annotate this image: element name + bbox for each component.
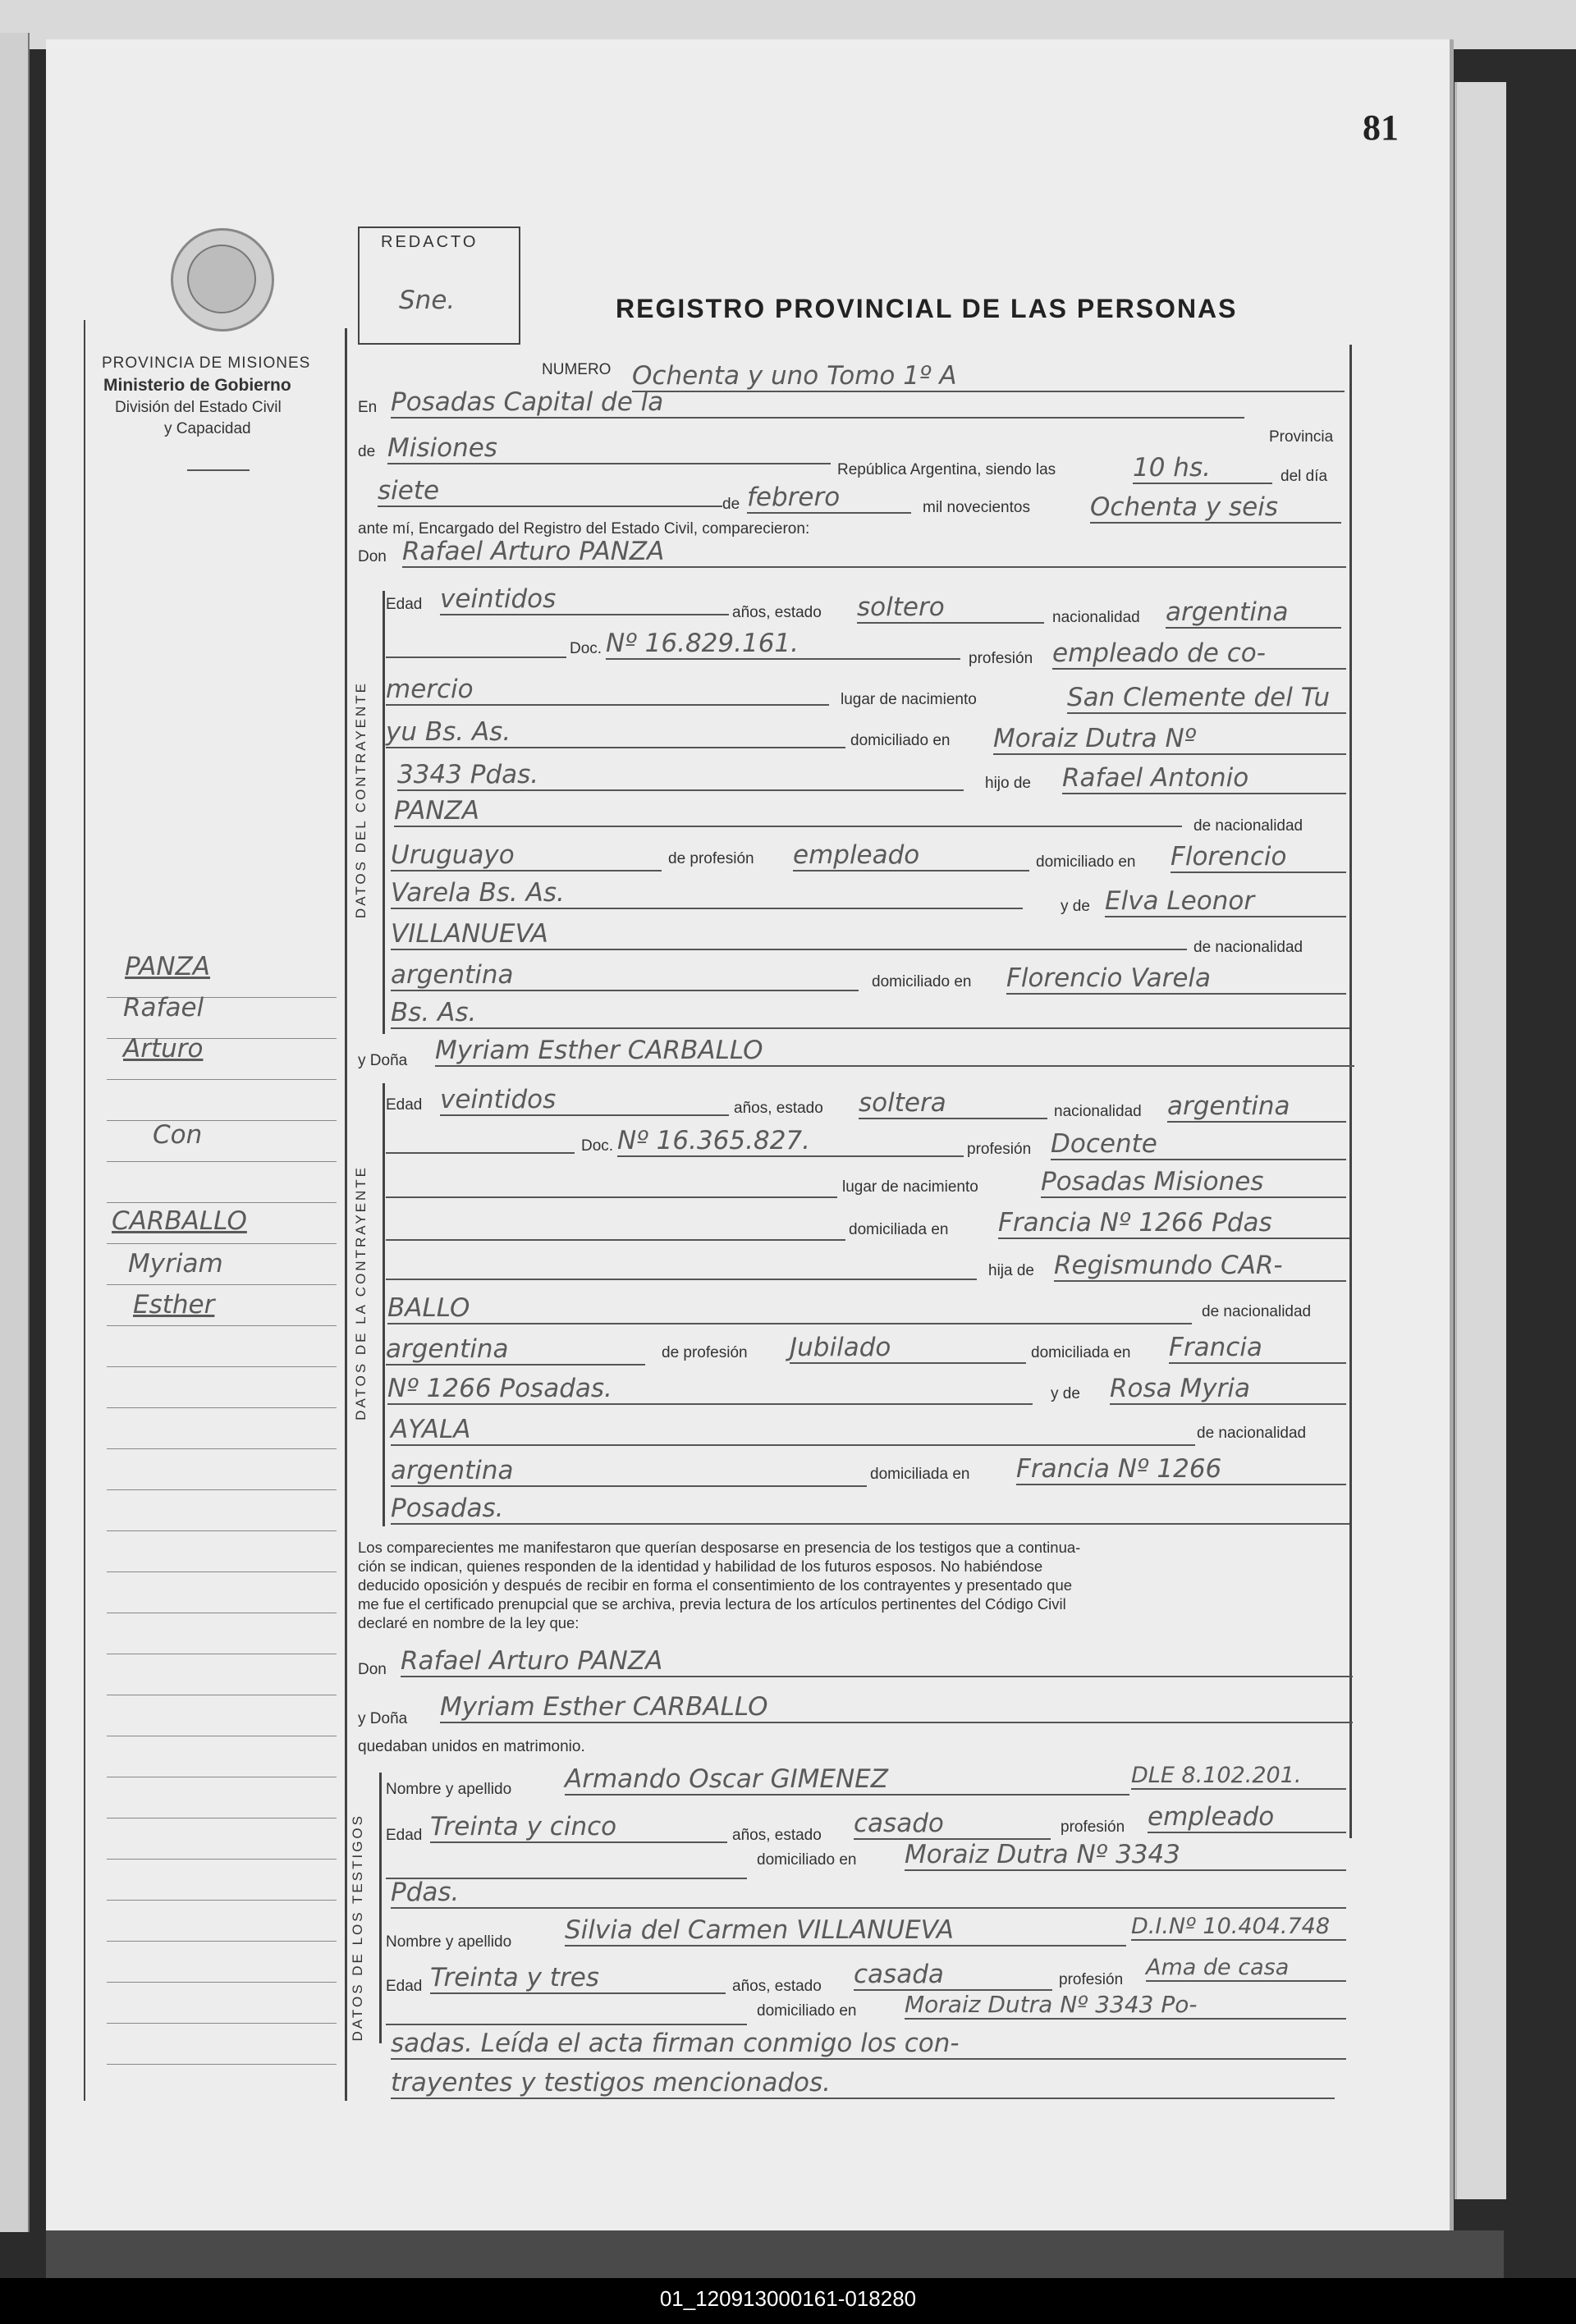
nombre-apellido-label: Nombre y apellido [386, 1781, 512, 1798]
doc-label: Doc. [581, 1137, 614, 1155]
y-dona-label: y Doña [358, 1710, 408, 1727]
y-de-label: y de [1051, 1385, 1080, 1402]
numero-label: NUMERO [542, 361, 612, 378]
groom-domicilio-2: 3343 Pdas. [397, 760, 964, 791]
domiciliado-en-label: domiciliado en [1036, 853, 1136, 871]
en-label: En [358, 399, 378, 416]
paragraph-line: Los comparecientes me manifestaron que querían desposarse en presencia de los testigos que a continua- [358, 1539, 1081, 1556]
de-nacionalidad-label: de nacionalidad [1193, 817, 1303, 835]
blank-line [386, 2024, 747, 2025]
hijo-de-label: hijo de [985, 775, 1031, 792]
anos-estado-label: años, estado [732, 1827, 822, 1844]
bride-name: Myriam Esther CARBALLO [435, 1036, 1354, 1067]
redacto-value: Sne. [399, 286, 456, 315]
de-nacionalidad-label: de nacionalidad [1197, 1425, 1307, 1442]
acta-provincia: Misiones [387, 433, 831, 464]
margin-line [107, 1284, 337, 1285]
groom-father: Rafael Antonio [1062, 763, 1346, 794]
margin-line [107, 1120, 337, 1121]
page-number: 81 [1363, 108, 1399, 148]
groom-profesion-2: mercio [386, 675, 829, 706]
margin-line [107, 1202, 337, 1203]
witness1-profesion: empleado [1148, 1802, 1346, 1833]
groom-mother-nacionalidad: argentina [391, 960, 859, 991]
book-spine [0, 33, 30, 2232]
domiciliado-en-label: domiciliado en [757, 2002, 857, 2020]
bride-estado: soltera [859, 1088, 1047, 1119]
declaration-groom: Rafael Arturo PANZA [401, 1646, 1353, 1677]
acta-mes: febrero [747, 483, 911, 514]
groom-father-surname: PANZA [394, 796, 1182, 827]
witness2-estado: casada [854, 1960, 1052, 1991]
groom-profesion: empleado de co- [1052, 638, 1346, 670]
acta-lugar: Posadas Capital de la [391, 387, 1244, 419]
groom-section-label: DATOS DEL CONTRAYENTE [353, 681, 369, 919]
bride-father: Regismundo CAR- [1054, 1251, 1346, 1282]
don-label: Don [358, 1661, 387, 1678]
y-de-label: y de [1061, 898, 1090, 915]
blank-line [386, 1152, 575, 1154]
witness2-profesion: Ama de casa [1146, 1955, 1346, 1982]
margin-line [107, 1161, 337, 1162]
bride-father-domicilio-2: Nº 1266 Posadas. [387, 1374, 1033, 1405]
redacto-label: REDACTO [381, 233, 479, 251]
hija-de-label: hija de [988, 1262, 1034, 1279]
closing-line-2: trayentes y testigos mencionados. [391, 2068, 1335, 2099]
nombre-apellido-label: Nombre y apellido [386, 1933, 512, 1951]
profesion-label: profesión [967, 1141, 1032, 1158]
margin-line [107, 1243, 337, 1244]
blank-line [386, 656, 566, 658]
domiciliada-label: domiciliada en [849, 1221, 949, 1238]
margin-name-groom-2: Arturo [123, 1034, 204, 1064]
groom-name: Rafael Arturo PANZA [402, 537, 1346, 568]
domiciliado-en-label: domiciliado en [757, 1851, 857, 1869]
page-shadow [46, 2230, 1504, 2280]
margin-line [107, 1407, 337, 1408]
groom-father-profesion: empleado [793, 840, 1029, 872]
bride-mother: Rosa Myria [1110, 1374, 1346, 1405]
witness1-estado: casado [854, 1809, 1051, 1840]
bride-father-domicilio: Francia [1169, 1333, 1346, 1364]
y-dona-label: y Doña [358, 1052, 408, 1069]
de-mes-label: de [722, 496, 740, 513]
groom-father-domicilio: Florencio [1171, 842, 1346, 873]
witness2-domicilio: Moraiz Dutra Nº 3343 Po- [905, 1991, 1346, 2020]
acta-numero: Ochenta y uno Tomo 1º A [632, 361, 1345, 392]
ministry-label: Ministerio de Gobierno [103, 376, 291, 395]
witnesses-section-label: DATOS DE LOS TESTIGOS [350, 1814, 365, 2042]
del-dia-label: del día [1280, 468, 1328, 485]
margin-name-groom: Rafael [123, 993, 204, 1022]
blank-line [386, 1239, 845, 1241]
quedaban-text: quedaban unidos en matrimonio. [358, 1738, 585, 1755]
witness1-domicilio-2: Pdas. [391, 1878, 1346, 1909]
groom-mother-surname: VILLANUEVA [391, 919, 1187, 950]
de-profesion-label: de profesión [668, 850, 754, 867]
margin-name-bride: Myriam [128, 1249, 223, 1279]
nacionalidad-label: nacionalidad [1052, 609, 1140, 626]
margin-line [107, 2023, 337, 2024]
margin-line [107, 1448, 337, 1449]
margin-name-bride-2: Esther [133, 1290, 215, 1320]
lugar-nacimiento-label: lugar de nacimiento [841, 691, 977, 708]
seal-emblem-icon [187, 245, 256, 313]
section-rule-bride [383, 1083, 385, 1526]
bride-mother-nacionalidad: argentina [391, 1456, 867, 1487]
groom-edad: veintidos [440, 584, 729, 615]
bride-father-surname: BALLO [387, 1293, 1192, 1324]
provincia-label: Provincia [1269, 428, 1334, 446]
edad-label: Edad [386, 596, 423, 613]
paragraph-line: deducido oposición y después de recibir en forma el consentimiento de los contrayentes y presentado que [358, 1576, 1073, 1594]
groom-mother: Elva Leonor [1105, 886, 1346, 917]
margin-con: Con [153, 1120, 203, 1150]
witness1-name: Armando Oscar GIMENEZ [565, 1764, 1129, 1796]
margin-line [107, 1859, 337, 1860]
bride-section-label: DATOS DE LA CONTRAYENTE [353, 1165, 369, 1420]
paragraph-line: declaré en nombre de la ley que: [358, 1614, 580, 1631]
domiciliada-en-label: domiciliada en [870, 1466, 970, 1483]
acta-dia: siete [378, 476, 722, 507]
bride-nacionalidad: argentina [1167, 1091, 1346, 1123]
profesion-label: profesión [969, 650, 1033, 667]
domiciliado-en-label: domiciliado en [872, 973, 972, 990]
groom-nacionalidad: argentina [1166, 597, 1341, 629]
section-rule-groom [383, 591, 385, 1034]
bride-father-profesion: Jubilado [790, 1333, 1026, 1364]
witness1-doc: DLE 8.102.201. [1131, 1763, 1346, 1790]
division-label-2: y Capacidad [164, 420, 251, 437]
republica-label: República Argentina, siendo las [837, 461, 1056, 478]
groom-father-nacionalidad: Uruguayo [391, 840, 662, 872]
witness2-name: Silvia del Carmen VILLANUEVA [565, 1915, 1126, 1947]
margin-line [107, 1366, 337, 1367]
nacionalidad-label: nacionalidad [1054, 1103, 1142, 1120]
groom-doc: Nº 16.829.161. [606, 629, 960, 660]
blank-line [386, 1279, 977, 1280]
bride-doc: Nº 16.365.827. [617, 1126, 964, 1157]
de-profesion-label: de profesión [662, 1344, 748, 1361]
margin-line [107, 1982, 337, 1983]
bride-profesion: Docente [1051, 1129, 1346, 1160]
document-title: REGISTRO PROVINCIAL DE LAS PERSONAS [616, 294, 1238, 323]
witness1-edad: Treinta y cinco [430, 1812, 727, 1843]
bride-mother-surname: AYALA [391, 1415, 1195, 1446]
bride-mother-domicilio: Francia Nº 1266 [1016, 1454, 1346, 1485]
declaration-bride: Myriam Esther CARBALLO [440, 1692, 1353, 1723]
domiciliado-label: domiciliado en [850, 732, 951, 749]
paragraph-line: ción se indican, quienes responden de la identidad y habilidad de los futuros esposos. No habiéndose [358, 1558, 1043, 1575]
margin-line [107, 1079, 337, 1080]
groom-mother-domicilio: Florencio Varela [1006, 963, 1346, 995]
witness1-domicilio: Moraiz Dutra Nº 3343 [905, 1840, 1346, 1871]
page-edge [1455, 82, 1506, 2199]
margin-surname-groom: PANZA [125, 952, 210, 981]
image-identifier: 01_120913000161-018280 [659, 2286, 917, 2311]
province-label: PROVINCIA DE MISIONES [102, 355, 311, 372]
acta-hora: 10 hs. [1133, 453, 1272, 484]
witness2-edad: Treinta y tres [430, 1963, 726, 1994]
groom-lugar-nacimiento: San Clemente del Tu [1067, 683, 1346, 714]
edad-label: Edad [386, 1827, 423, 1844]
mil-novecientos-label: mil novecientos [923, 499, 1030, 516]
margin-line [107, 1571, 337, 1572]
bride-lugar-nacimiento: Posadas Misiones [1041, 1167, 1346, 1198]
divider [187, 469, 250, 471]
division-label: División del Estado Civil [115, 399, 282, 416]
anos-estado-label: años, estado [732, 1978, 822, 1995]
edad-label: Edad [386, 1096, 423, 1114]
de-label: de [358, 443, 376, 460]
margin-line [107, 2064, 337, 2065]
margin-surname-bride: CARBALLO [112, 1206, 247, 1236]
blank-line [386, 1196, 837, 1198]
de-nacionalidad-label: de nacionalidad [1202, 1303, 1312, 1320]
margin-line [107, 1489, 337, 1490]
groom-lugar-nacimiento-2: yu Bs. As. [386, 717, 845, 748]
closing-line: sadas. Leída el acta firman conmigo los con- [391, 2029, 1346, 2060]
bride-mother-domicilio-2: Posadas. [391, 1494, 1349, 1525]
margin-line [107, 1325, 337, 1326]
doc-label: Doc. [570, 640, 602, 657]
legal-paragraph [358, 1538, 1351, 1632]
margin-line [107, 1900, 337, 1901]
paragraph-line: me fue el certificado prenupcial que se archiva, previa lectura de los artículos pertinentes del Código Civil [358, 1595, 1066, 1613]
don-label: Don [358, 548, 387, 565]
anos-estado-label: años, estado [732, 604, 822, 621]
groom-estado: soltero [857, 592, 1044, 624]
margin-rule-right [345, 328, 347, 2101]
margin-rule [84, 320, 85, 2101]
ante-mi-text: ante mí, Encargado del Registro del Estado Civil, comparecieron: [358, 520, 810, 538]
lugar-nacimiento-label: lugar de nacimiento [842, 1178, 978, 1196]
groom-domicilio: Moraiz Dutra Nº [993, 724, 1346, 755]
de-nacionalidad-label: de nacionalidad [1193, 939, 1303, 956]
acta-anio: Ochenta y seis [1090, 492, 1341, 524]
witness2-doc: D.I.Nº 10.404.748 [1131, 1914, 1346, 1941]
groom-father-domicilio-2: Varela Bs. As. [391, 878, 1023, 909]
section-rule-witnesses [379, 1773, 382, 2043]
groom-mother-domicilio-2: Bs. As. [391, 998, 1349, 1029]
bride-edad: veintidos [440, 1085, 729, 1116]
edad-label: Edad [386, 1978, 423, 1995]
margin-line [107, 1530, 337, 1531]
profesion-label: profesión [1059, 1971, 1124, 1988]
anos-estado-label: años, estado [734, 1100, 823, 1117]
profesion-label: profesión [1061, 1818, 1125, 1836]
margin-line [107, 1941, 337, 1942]
bride-father-nacionalidad: argentina [386, 1334, 645, 1366]
domiciliada-en-label: domiciliada en [1031, 1344, 1131, 1361]
bride-domicilio: Francia Nº 1266 Pdas [998, 1208, 1349, 1239]
